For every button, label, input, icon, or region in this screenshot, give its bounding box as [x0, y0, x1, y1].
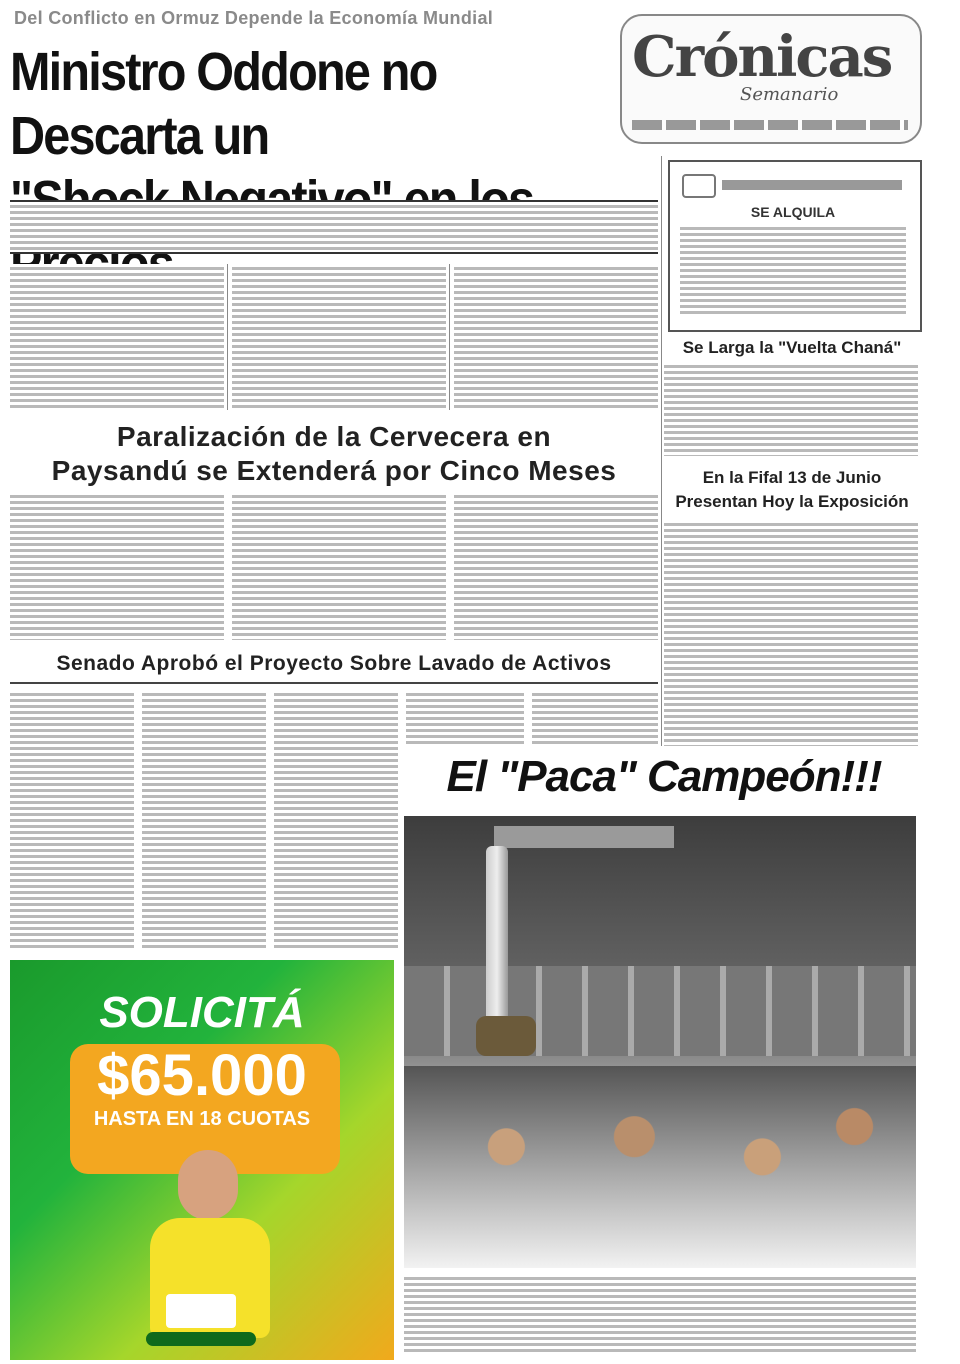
lead-paragraph	[10, 200, 658, 254]
championship-photo	[404, 816, 916, 1268]
story-column-3	[454, 264, 658, 410]
senado-headline: Senado Aprobó el Proyecto Sobre Lavado de Activos	[56, 652, 612, 675]
senado-column-3	[274, 690, 398, 948]
sidebar-story-2-headline	[664, 466, 920, 514]
sidebar-story-1-headline: Se Larga la "Vuelta Chaná"	[682, 338, 902, 357]
ad-terms-text: HASTA EN 18 CUOTAS	[93, 1108, 311, 1130]
sidebar-divider	[661, 156, 662, 746]
newspaper-logo: Crónicas	[632, 24, 892, 90]
ad-amount-text: $65.000	[97, 1043, 307, 1108]
cervecera-headline-line-1: Paralización de la Cervecera en	[116, 421, 552, 452]
story-column-2	[232, 264, 446, 410]
kicker-line: Del Conflicto en Ormuz Depende la Economía Mundial	[14, 8, 494, 28]
cervecera-headline	[10, 420, 658, 488]
ad-logo-bar	[722, 180, 902, 190]
ad-title: SE ALQUILA	[750, 204, 836, 220]
ad-logo-badge	[166, 1294, 236, 1328]
column-divider	[227, 264, 228, 410]
ad-logo-icon	[682, 174, 716, 198]
ad-body	[680, 224, 906, 316]
senado-rule	[10, 682, 658, 684]
celebrating-crowd	[404, 1066, 916, 1268]
story-column-1	[10, 264, 224, 410]
cervecera-column-2	[232, 492, 446, 640]
feature-title: El "Paca" Campeón!!!	[446, 752, 882, 801]
sidebar-story-2-headline-line-1: En la Fifal 13 de Junio	[702, 468, 882, 487]
cervecera-headline-line-2: Paysandú se Extenderá por Cinco Meses	[51, 455, 617, 486]
sidebar-story-1-body	[664, 362, 918, 456]
cervecera-column-3	[454, 492, 658, 640]
newspaper-logo-subtitle: Semanario	[740, 84, 839, 105]
logo-meta-line	[632, 120, 908, 130]
loan-ad	[10, 960, 394, 1360]
column-divider	[449, 264, 450, 410]
senado-column-4	[406, 690, 524, 746]
headline-line-1: Ministro Oddone no Descarta un	[10, 42, 437, 166]
photo-caption	[404, 1274, 916, 1354]
cervecera-column-1	[10, 492, 224, 640]
ad-person-head	[178, 1150, 238, 1220]
ad-solicita-text: SOLICITÁ	[99, 988, 305, 1037]
trophy-base	[476, 1016, 536, 1056]
senado-column-2	[142, 690, 266, 948]
main-headline	[10, 40, 550, 296]
senado-column-5	[532, 690, 658, 746]
sidebar-story-2-headline-line-2: Presentan Hoy la Exposición	[675, 492, 909, 511]
senado-column-1	[10, 690, 134, 948]
gym-window	[494, 826, 674, 848]
ad-phone-bar	[146, 1332, 256, 1346]
sidebar-story-2-body	[664, 520, 918, 746]
